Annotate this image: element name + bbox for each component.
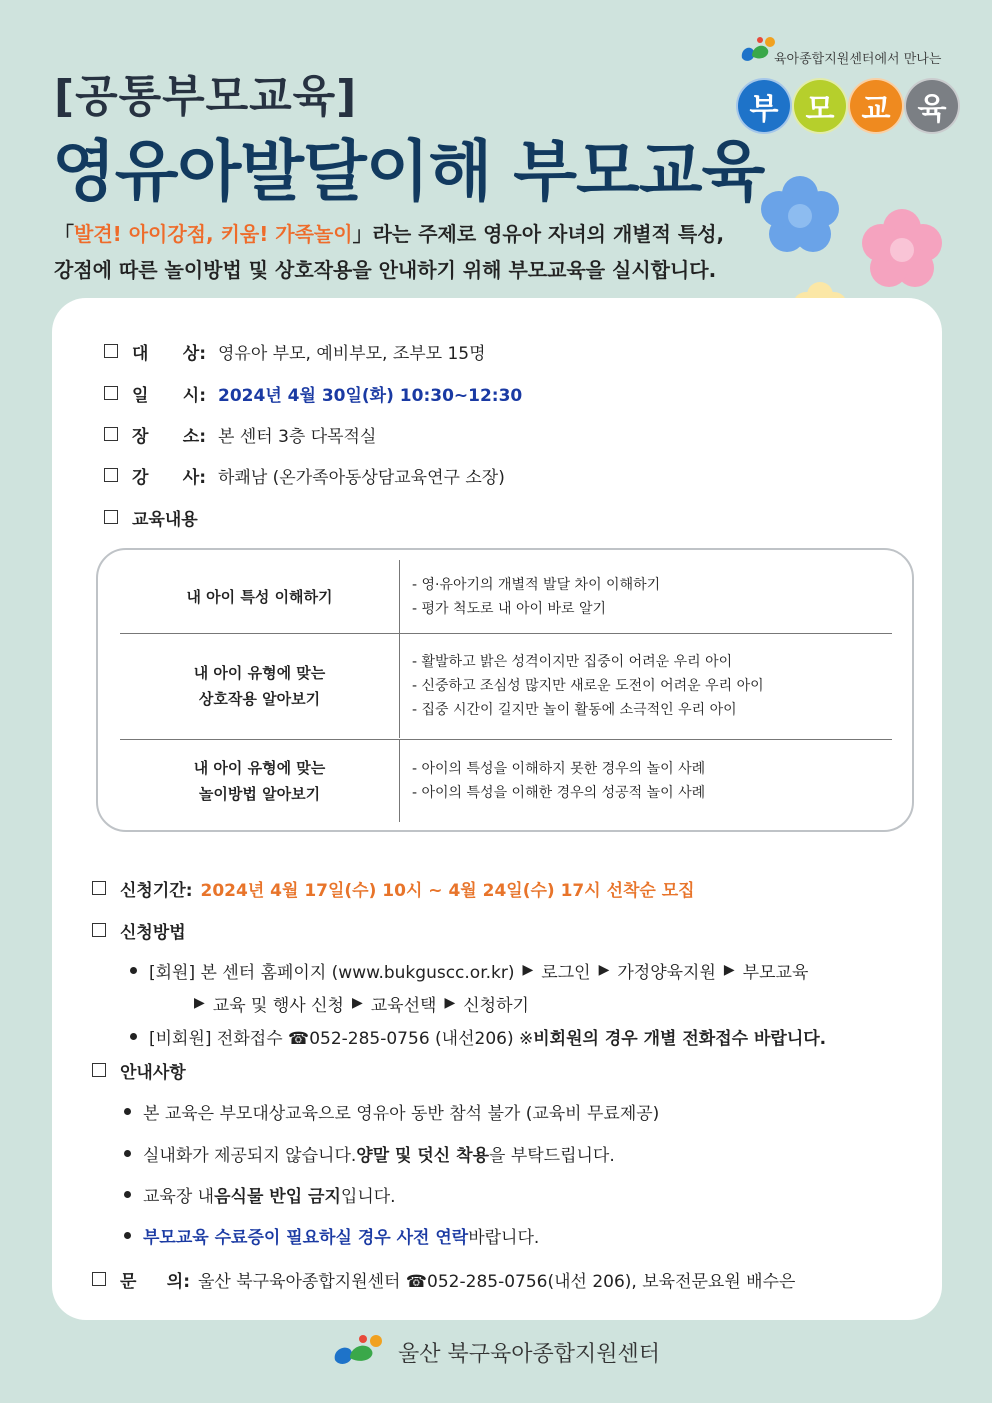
footer-org-name: 울산 북구육아종합지원센터 xyxy=(398,1341,661,1367)
arrow-right-icon: ▶ xyxy=(351,995,363,1011)
info-place xyxy=(104,421,376,447)
badge-char: 교 xyxy=(848,78,904,134)
education-details xyxy=(400,560,892,634)
checkbox-square-icon xyxy=(92,923,106,937)
education-table xyxy=(96,548,914,832)
info-value: 2024년 4월 30일(화) 10:30~12:30 xyxy=(218,385,523,406)
checkbox-square-icon xyxy=(92,1063,106,1077)
apply-member-line: [회원] 본 센터 홈페이지 (www.bukguscc.or.kr) ▶ 로그인 ▶ 가정양육지원 ▶ 부모교육 xyxy=(130,957,808,983)
info-value: 본 센터 3층 다목적실 xyxy=(218,426,377,447)
intro-line-2: 강점에 따른 놀이방법 및 상호작용을 안내하기 위해 부모교육을 실시합니다. xyxy=(54,258,717,282)
center-logo-icon xyxy=(330,1332,388,1372)
notice-item: 부모교육 수료증이 필요하실 경우 사전 연락 바랍니다. xyxy=(124,1222,539,1248)
notice-item: 실내화가 제공되지 않습니다. 양말 및 덧신 착용 을 부탁드립니다. xyxy=(124,1140,615,1166)
intro-line-1: 「발견! 아이강점, 키움! 가족놀이」라는 주제로 영유아 자녀의 개별적 특성, xyxy=(54,222,725,246)
apply-period-value: 2024년 4월 17일(수) 10시 ~ 4월 24일(수) 17시 선착순 모집 xyxy=(200,880,695,901)
contact-info xyxy=(92,1266,795,1292)
badge-char: 육 xyxy=(904,78,960,134)
center-logo-icon xyxy=(738,34,778,68)
apply-nonmember-line: [비회원] 전화접수 ☎052-285-0756 (내선206) ※ 비회원의 경우 개별 전화접수 바랍니다. xyxy=(130,1023,826,1049)
notice-heading: 안내사항 xyxy=(92,1057,186,1083)
intro-text xyxy=(54,216,754,288)
notice-item: 교육장 내 음식물 반입 금지 입니다. xyxy=(124,1181,396,1207)
checkbox-square-icon xyxy=(92,881,106,895)
education-item: - 아이의 특성을 이해한 경우의 성공적 놀이 사례 xyxy=(412,785,706,801)
info-value: 하쾌남 (온가족아동상담교육연구 소장) xyxy=(218,467,505,488)
nonmember-note: 비회원의 경우 개별 전화접수 바랍니다. xyxy=(533,1028,827,1049)
info-date xyxy=(104,380,522,406)
education-item: - 평가 척도로 내 아이 바로 알기 xyxy=(412,601,607,617)
info-value: 영유아 부모, 예비부모, 조부모 15명 xyxy=(218,343,486,364)
bullet-icon xyxy=(124,1108,131,1115)
brand-header xyxy=(738,30,968,74)
contact-value: 울산 북구육아종합지원센터 ☎052-285-0756(내선 206), 보육전문요원 배수은 xyxy=(198,1271,796,1292)
bullet-icon xyxy=(124,1150,131,1157)
education-item: - 집중 시간이 길지만 놀이 활동에 소극적인 우리 아이 xyxy=(412,702,737,718)
education-row xyxy=(120,740,892,822)
education-details xyxy=(400,634,892,738)
badge-char: 부 xyxy=(736,78,792,134)
bullet-icon xyxy=(130,967,137,974)
education-item: - 활발하고 밝은 성격이지만 집중이 어려운 우리 아이 xyxy=(412,654,733,670)
footer xyxy=(330,1332,660,1372)
arrow-right-icon: ▶ xyxy=(723,962,735,978)
checkbox-square-icon xyxy=(104,468,118,482)
education-item: - 아이의 특성을 이해하지 못한 경우의 놀이 사례 xyxy=(412,761,706,777)
apply-method-heading: 신청방법 xyxy=(92,917,186,943)
page-title: 영유아발달이해 부모교육 xyxy=(52,133,765,210)
category-tag: [공통부모교육] xyxy=(54,71,358,122)
arrow-right-icon: ▶ xyxy=(522,962,534,978)
checkbox-square-icon xyxy=(92,1272,106,1286)
info-target xyxy=(104,338,486,364)
info-label: 교육내용 xyxy=(132,509,198,530)
checkbox-square-icon xyxy=(104,427,118,441)
education-topic: 내 아이 유형에 맞는 놀이방법 알아보기 xyxy=(120,740,400,822)
parent-education-badge xyxy=(736,78,966,138)
arrow-right-icon: ▶ xyxy=(444,995,456,1011)
education-topic: 내 아이 특성 이해하기 xyxy=(120,560,400,634)
intro-highlight: 발견! 아이강점, 키움! 가족놀이 xyxy=(74,222,353,246)
education-item: - 신중하고 조심성 많지만 새로운 도전이 어려운 우리 아이 xyxy=(412,678,764,694)
education-topic: 내 아이 유형에 맞는 상호작용 알아보기 xyxy=(120,634,400,738)
arrow-right-icon: ▶ xyxy=(598,962,610,978)
info-label: 대 상: xyxy=(132,343,206,364)
info-label: 강 사: xyxy=(132,467,206,488)
checkbox-square-icon xyxy=(104,510,118,524)
apply-member-line-2: ▶ 교육 및 행사 신청 ▶ 교육선택 ▶ 신청하기 xyxy=(194,995,529,1016)
info-label: 장 소: xyxy=(132,426,206,447)
education-row xyxy=(120,634,892,738)
education-item: - 영·유아기의 개별적 발달 차이 이해하기 xyxy=(412,577,661,593)
brand-caption: 육아종합지원센터에서 만나는 xyxy=(774,52,942,67)
apply-period-label: 신청기간: xyxy=(120,880,193,901)
arrow-right-icon: ▶ xyxy=(194,995,205,1011)
checkbox-square-icon xyxy=(104,386,118,400)
education-details xyxy=(400,740,892,822)
bullet-icon xyxy=(124,1191,131,1198)
bullet-icon xyxy=(130,1033,137,1040)
info-content-heading xyxy=(104,504,198,530)
info-label: 일 시: xyxy=(132,385,206,406)
notice-item: 본 교육은 부모대상교육으로 영유아 동반 참석 불가 (교육비 무료제공) xyxy=(124,1098,659,1124)
contact-label: 문 의: xyxy=(120,1271,190,1292)
education-row xyxy=(120,560,892,634)
apply-period xyxy=(92,875,695,901)
bullet-icon xyxy=(124,1232,131,1239)
badge-char: 모 xyxy=(792,78,848,134)
info-lecturer xyxy=(104,462,505,488)
checkbox-square-icon xyxy=(104,344,118,358)
